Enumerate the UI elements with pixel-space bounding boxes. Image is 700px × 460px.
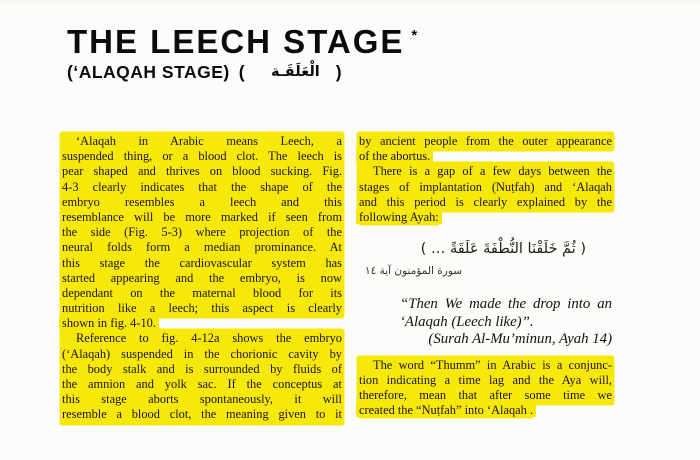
text-line: resemblance will be more marked if seen from xyxy=(62,209,342,224)
subtitle-latin: (‘ALAQAH STAGE) xyxy=(67,62,230,82)
text-line xyxy=(359,149,612,164)
highlighted-text: following Ayah: xyxy=(359,209,439,224)
paragraph-abortus-continuation xyxy=(359,134,612,164)
right-column xyxy=(359,134,612,418)
text-line: started appearing and the embryo, is now xyxy=(62,270,342,285)
text-line xyxy=(62,316,342,331)
text-line: pear shaped and thrives on blood sucking. Fig. xyxy=(62,164,342,179)
text-line: Reference to fig. 4-12a shows the embryo xyxy=(62,331,342,346)
page-title-text: THE LEECH STAGE xyxy=(67,23,405,60)
text-line: this stage the cardiovascular system has xyxy=(62,255,342,270)
text-line: the side (Fig. 5-3) where projection of the xyxy=(62,225,342,240)
page-subtitle xyxy=(67,60,342,84)
translation-attribution: (Surah Al-Mu’minun, Ayah 14) xyxy=(428,331,612,348)
subtitle-arabic-term: الْعَلَقَـة xyxy=(271,64,320,80)
text-line: embryo resembles a leech and this xyxy=(62,194,342,209)
translation-line: “Then We made the drop into an xyxy=(400,296,612,313)
text-line: this stage aborts spontaneously, it will xyxy=(62,392,342,407)
text-line: nutrition like a leech; this aspect is clearly xyxy=(62,301,342,316)
subtitle-close-paren: ) xyxy=(335,62,343,82)
paragraph-alaqah-meaning xyxy=(62,134,342,331)
text-line: and this period is clearly explained by the xyxy=(359,194,612,209)
highlighted-text: of the abortus. xyxy=(359,149,431,164)
text-line: resemble a blood clot, the meaning given to it xyxy=(62,407,342,422)
text-line: by ancient people from the outer appearance xyxy=(359,134,612,148)
highlighted-text: shown in fig. 4-10. xyxy=(62,316,156,331)
text-line: therefore, mean that after some time we xyxy=(359,388,612,402)
text-line: the amnion and yolk sac. If the conceptus at xyxy=(62,377,342,391)
verse-source-arabic: سورة المؤمنون آية ١٤ xyxy=(365,265,463,278)
paragraph-thumm-conjunction xyxy=(359,358,612,419)
text-line: tion indicating a time lag and the Aya will, xyxy=(359,372,612,387)
paragraph-implantation-gap xyxy=(359,164,612,225)
text-line: There is a gap of a few days between the xyxy=(359,164,612,179)
text-line: neural folds form a median prominance. At xyxy=(62,240,342,255)
text-line: The word “Thumm” in Arabic is a conjunc- xyxy=(359,358,612,373)
text-line xyxy=(359,210,612,225)
text-line: dependant on the maternal blood for its xyxy=(62,285,342,300)
highlighted-text: created the “Nuṭfah” into ‘Alaqah . xyxy=(359,403,534,418)
text-line xyxy=(359,403,612,418)
text-line: ‘Alaqah in Arabic means Leech, a xyxy=(62,134,342,149)
text-line: 4-3 clearly indicates that the shape of the xyxy=(62,179,342,194)
verse-translation xyxy=(400,296,612,349)
subtitle-open-paren: ( xyxy=(238,62,246,82)
quran-verse-arabic: ( ثُمَّ خَلَقْنَا النُّطْفَةَ عَلَقَةً … ) xyxy=(420,241,586,258)
text-line: stages of implantation (Nuṭfah) and ‘Alaqah xyxy=(359,179,612,194)
translation-line: ‘Alaqah (Leech like)”. xyxy=(400,313,534,330)
text-line: suspended thing, or a blood clot. The leech is xyxy=(62,149,342,164)
text-line: the body stalk and is surrounded by fluids of xyxy=(62,361,342,376)
left-column xyxy=(62,134,342,423)
paragraph-fig-412a xyxy=(62,331,342,422)
text-line: (‘Alaqah) suspended in the chorionic cavity by xyxy=(62,346,342,361)
footnote-asterisk: * xyxy=(411,27,418,44)
